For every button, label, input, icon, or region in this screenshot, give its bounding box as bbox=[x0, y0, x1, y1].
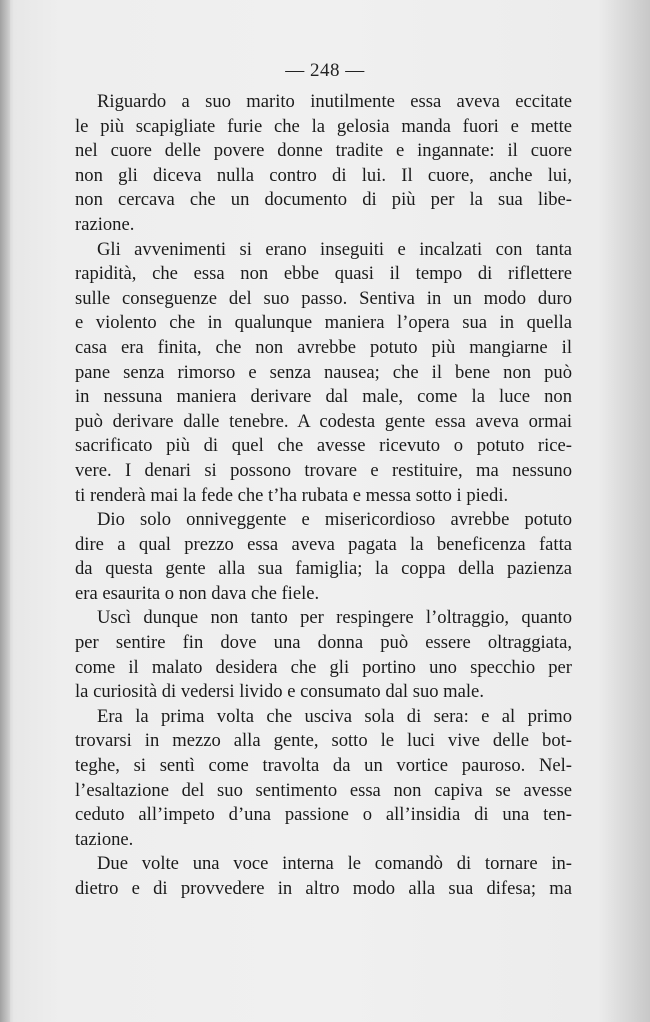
paragraph-5 bbox=[75, 705, 572, 853]
text-line: era esaurita o non dava che fiele. bbox=[75, 582, 320, 604]
text-line: le più scapigliate furie che la gelosia manda fuori e mette bbox=[75, 115, 572, 137]
text-line: Era la prima volta che usciva sola di sera: e al primo bbox=[97, 705, 572, 727]
text-line: e violento che in qualunque maniera l’opera sua in quella bbox=[75, 312, 572, 334]
text-line: ceduto all’impeto d’una passione o all’insidia di una ten- bbox=[75, 804, 572, 826]
text-line: tazione. bbox=[75, 828, 134, 850]
text-line: casa era finita, che non avrebbe potuto più mangiarne il bbox=[75, 336, 572, 358]
text-line: non cercava che un documento di più per la sua libe- bbox=[75, 189, 572, 211]
text-line: Riguardo a suo marito inutilmente essa aveva eccitate bbox=[97, 91, 572, 112]
paragraph-1 bbox=[75, 90, 572, 238]
text-line: Dio solo onniveggente e misericordioso avrebbe potuto bbox=[97, 509, 572, 531]
text-line: teghe, si sentì come travolta da un vortice pauroso. Nel- bbox=[75, 755, 572, 777]
text-line: Uscì dunque non tanto per respingere l’oltraggio, quanto bbox=[97, 607, 572, 629]
text-line: dire a qual prezzo essa aveva pagata la beneficenza fatta bbox=[75, 533, 572, 555]
text-line: l’esaltazione del suo sentimento essa non capiva se avesse bbox=[75, 779, 572, 801]
text-line: nel cuore delle povere donne tradite e ingannate: il cuore bbox=[75, 140, 572, 162]
text-line: da questa gente alla sua famiglia; la coppa della pazienza bbox=[75, 558, 572, 580]
text-line: ti renderà mai la fede che t’ha rubata e messa sotto i piedi. bbox=[75, 484, 509, 506]
text-line: sacrificato più di quel che avesse ricevuto o potuto rice- bbox=[75, 435, 572, 457]
text-line: in nessuna maniera derivare dal male, come la luce non bbox=[75, 386, 572, 408]
text-line: non gli diceva nulla contro di lui. Il cuore, anche lui, bbox=[75, 164, 572, 186]
text-line: trovarsi in mezzo alla gente, sotto le luci vive delle bot- bbox=[75, 730, 572, 752]
text-line: può derivare dalle tenebre. A codesta gente essa aveva ormai bbox=[75, 410, 572, 432]
text-line: pane senza rimorso e senza nausea; che il bene non può bbox=[75, 361, 572, 383]
paragraph-4 bbox=[75, 606, 572, 704]
page-number: — 248 — bbox=[285, 60, 365, 81]
text-line: Gli avvenimenti si erano inseguiti e incalzati con tanta bbox=[97, 238, 572, 260]
text-line: dietro e di provvedere in altro modo alla sua difesa; ma bbox=[75, 878, 572, 899]
text-line: sulle conseguenze del suo passo. Sentiva in un modo duro bbox=[75, 287, 572, 309]
text-line: rapidità, che essa non ebbe quasi il tempo di riflettere bbox=[75, 263, 572, 285]
paragraph-3 bbox=[75, 508, 572, 606]
text-line: vere. I denari si possono trovare e restituire, ma nessuno bbox=[75, 459, 572, 481]
text-line: la curiosità di vedersi livido e consumato dal suo male. bbox=[75, 681, 484, 703]
text-line: come il malato desidera che gli portino uno specchio per bbox=[75, 656, 572, 678]
text-line: Due volte una voce interna le comandò di tornare in- bbox=[97, 853, 572, 875]
paragraph-2 bbox=[75, 238, 572, 509]
paragraph-6 bbox=[75, 852, 572, 901]
body-text bbox=[75, 90, 572, 902]
text-line: razione. bbox=[75, 213, 135, 235]
page-gutter-shadow bbox=[0, 0, 10, 1022]
text-line: per sentire fin dove una donna può essere oltraggiata, bbox=[75, 632, 572, 654]
